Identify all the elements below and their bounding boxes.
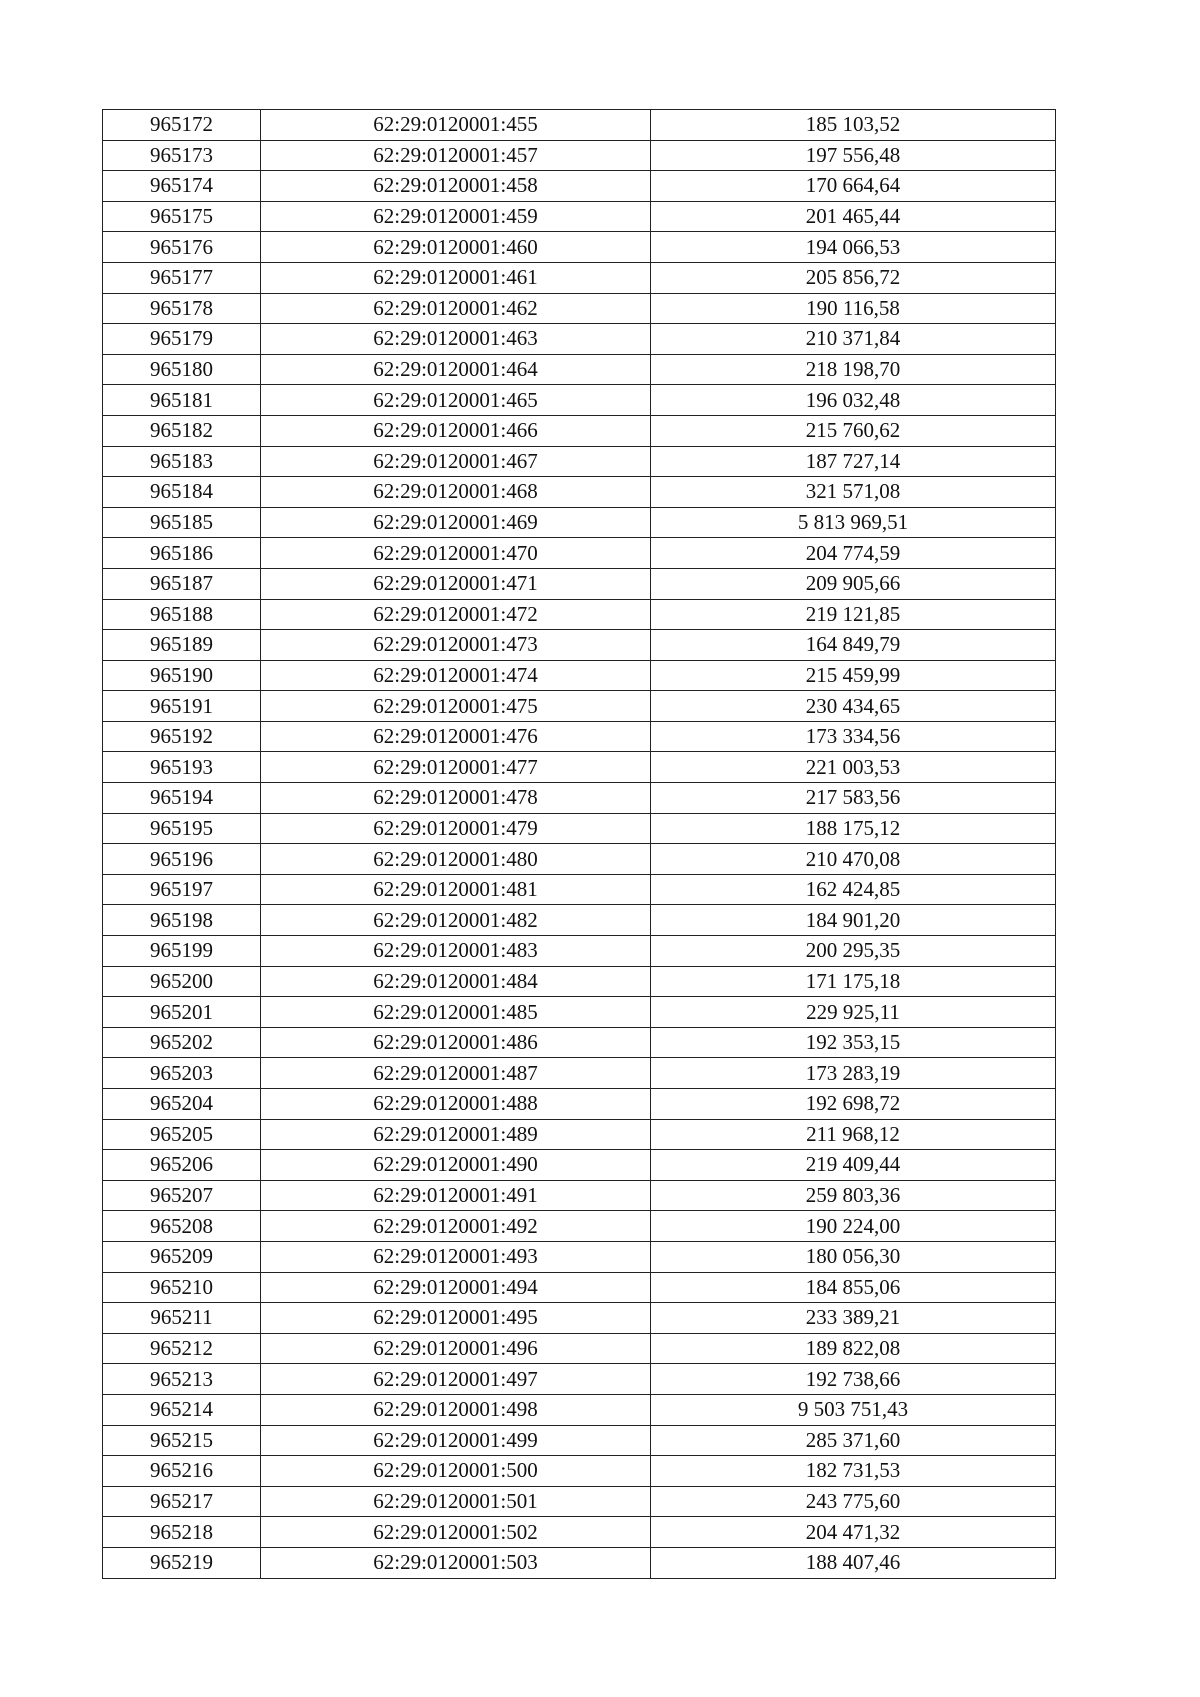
cadastral-number-cell: 62:29:0120001:502 xyxy=(261,1517,651,1548)
cadastral-number-cell: 62:29:0120001:495 xyxy=(261,1303,651,1334)
row-number-cell: 965214 xyxy=(103,1394,261,1425)
cadastral-number-cell: 62:29:0120001:489 xyxy=(261,1119,651,1150)
table-row xyxy=(103,324,1056,355)
value-cell: 162 424,85 xyxy=(651,874,1056,905)
table-row xyxy=(103,660,1056,691)
value-cell: 204 774,59 xyxy=(651,538,1056,569)
table-row xyxy=(103,538,1056,569)
row-number-cell: 965196 xyxy=(103,844,261,875)
table-row xyxy=(103,1333,1056,1364)
cadastral-number-cell: 62:29:0120001:465 xyxy=(261,385,651,416)
table-row xyxy=(103,507,1056,538)
cadastral-number-cell: 62:29:0120001:492 xyxy=(261,1211,651,1242)
cadastral-number-cell: 62:29:0120001:493 xyxy=(261,1241,651,1272)
value-cell: 164 849,79 xyxy=(651,630,1056,661)
table-row xyxy=(103,1150,1056,1181)
cadastral-number-cell: 62:29:0120001:491 xyxy=(261,1180,651,1211)
cadastral-number-cell: 62:29:0120001:486 xyxy=(261,1027,651,1058)
table-row xyxy=(103,385,1056,416)
row-number-cell: 965178 xyxy=(103,293,261,324)
row-number-cell: 965174 xyxy=(103,171,261,202)
table-row xyxy=(103,844,1056,875)
row-number-cell: 965211 xyxy=(103,1303,261,1334)
table-row xyxy=(103,171,1056,202)
row-number-cell: 965206 xyxy=(103,1150,261,1181)
value-cell: 221 003,53 xyxy=(651,752,1056,783)
row-number-cell: 965180 xyxy=(103,354,261,385)
table-row xyxy=(103,415,1056,446)
row-number-cell: 965218 xyxy=(103,1517,261,1548)
cadastral-number-cell: 62:29:0120001:480 xyxy=(261,844,651,875)
value-cell: 180 056,30 xyxy=(651,1241,1056,1272)
value-cell: 233 389,21 xyxy=(651,1303,1056,1334)
value-cell: 205 856,72 xyxy=(651,262,1056,293)
value-cell: 243 775,60 xyxy=(651,1486,1056,1517)
cadastral-number-cell: 62:29:0120001:457 xyxy=(261,140,651,171)
table-row xyxy=(103,997,1056,1028)
cadastral-number-cell: 62:29:0120001:497 xyxy=(261,1364,651,1395)
table-row xyxy=(103,477,1056,508)
row-number-cell: 965189 xyxy=(103,630,261,661)
table-row xyxy=(103,691,1056,722)
cadastral-number-cell: 62:29:0120001:462 xyxy=(261,293,651,324)
cadastral-number-cell: 62:29:0120001:503 xyxy=(261,1547,651,1578)
cadastral-number-cell: 62:29:0120001:459 xyxy=(261,201,651,232)
table-row xyxy=(103,1486,1056,1517)
cadastral-number-cell: 62:29:0120001:481 xyxy=(261,874,651,905)
cadastral-number-cell: 62:29:0120001:500 xyxy=(261,1456,651,1487)
table-row xyxy=(103,874,1056,905)
row-number-cell: 965198 xyxy=(103,905,261,936)
cadastral-number-cell: 62:29:0120001:487 xyxy=(261,1058,651,1089)
cadastral-number-cell: 62:29:0120001:474 xyxy=(261,660,651,691)
cadastral-number-cell: 62:29:0120001:463 xyxy=(261,324,651,355)
row-number-cell: 965192 xyxy=(103,721,261,752)
cadastral-value-table xyxy=(102,109,1056,1579)
value-cell: 230 434,65 xyxy=(651,691,1056,722)
value-cell: 219 409,44 xyxy=(651,1150,1056,1181)
value-cell: 188 407,46 xyxy=(651,1547,1056,1578)
value-cell: 196 032,48 xyxy=(651,385,1056,416)
row-number-cell: 965183 xyxy=(103,446,261,477)
value-cell: 190 116,58 xyxy=(651,293,1056,324)
row-number-cell: 965175 xyxy=(103,201,261,232)
table-row xyxy=(103,905,1056,936)
row-number-cell: 965195 xyxy=(103,813,261,844)
table-row xyxy=(103,232,1056,263)
value-cell: 185 103,52 xyxy=(651,110,1056,141)
table-row xyxy=(103,140,1056,171)
row-number-cell: 965201 xyxy=(103,997,261,1028)
value-cell: 229 925,11 xyxy=(651,997,1056,1028)
cadastral-number-cell: 62:29:0120001:496 xyxy=(261,1333,651,1364)
table-row xyxy=(103,1180,1056,1211)
value-cell: 192 353,15 xyxy=(651,1027,1056,1058)
row-number-cell: 965187 xyxy=(103,568,261,599)
cadastral-number-cell: 62:29:0120001:472 xyxy=(261,599,651,630)
cadastral-number-cell: 62:29:0120001:466 xyxy=(261,415,651,446)
cadastral-number-cell: 62:29:0120001:468 xyxy=(261,477,651,508)
cadastral-number-cell: 62:29:0120001:476 xyxy=(261,721,651,752)
value-cell: 182 731,53 xyxy=(651,1456,1056,1487)
row-number-cell: 965186 xyxy=(103,538,261,569)
cadastral-number-cell: 62:29:0120001:473 xyxy=(261,630,651,661)
value-cell: 173 283,19 xyxy=(651,1058,1056,1089)
row-number-cell: 965188 xyxy=(103,599,261,630)
row-number-cell: 965199 xyxy=(103,936,261,967)
row-number-cell: 965213 xyxy=(103,1364,261,1395)
row-number-cell: 965190 xyxy=(103,660,261,691)
table-row xyxy=(103,568,1056,599)
table-row xyxy=(103,1364,1056,1395)
row-number-cell: 965181 xyxy=(103,385,261,416)
table-row xyxy=(103,966,1056,997)
table-body xyxy=(103,110,1056,1579)
cadastral-number-cell: 62:29:0120001:484 xyxy=(261,966,651,997)
value-cell: 215 760,62 xyxy=(651,415,1056,446)
row-number-cell: 965177 xyxy=(103,262,261,293)
cadastral-number-cell: 62:29:0120001:479 xyxy=(261,813,651,844)
row-number-cell: 965184 xyxy=(103,477,261,508)
row-number-cell: 965172 xyxy=(103,110,261,141)
row-number-cell: 965215 xyxy=(103,1425,261,1456)
cadastral-number-cell: 62:29:0120001:469 xyxy=(261,507,651,538)
value-cell: 197 556,48 xyxy=(651,140,1056,171)
table-row xyxy=(103,1547,1056,1578)
value-cell: 9 503 751,43 xyxy=(651,1394,1056,1425)
table-row xyxy=(103,752,1056,783)
table-row xyxy=(103,721,1056,752)
table-row xyxy=(103,1394,1056,1425)
row-number-cell: 965176 xyxy=(103,232,261,263)
value-cell: 184 901,20 xyxy=(651,905,1056,936)
cadastral-number-cell: 62:29:0120001:470 xyxy=(261,538,651,569)
row-number-cell: 965185 xyxy=(103,507,261,538)
cadastral-number-cell: 62:29:0120001:461 xyxy=(261,262,651,293)
table-row xyxy=(103,813,1056,844)
row-number-cell: 965207 xyxy=(103,1180,261,1211)
row-number-cell: 965173 xyxy=(103,140,261,171)
value-cell: 189 822,08 xyxy=(651,1333,1056,1364)
cadastral-number-cell: 62:29:0120001:460 xyxy=(261,232,651,263)
cadastral-number-cell: 62:29:0120001:488 xyxy=(261,1089,651,1120)
table-row xyxy=(103,783,1056,814)
cadastral-number-cell: 62:29:0120001:467 xyxy=(261,446,651,477)
cadastral-number-cell: 62:29:0120001:478 xyxy=(261,783,651,814)
value-cell: 187 727,14 xyxy=(651,446,1056,477)
value-cell: 194 066,53 xyxy=(651,232,1056,263)
row-number-cell: 965212 xyxy=(103,1333,261,1364)
value-cell: 259 803,36 xyxy=(651,1180,1056,1211)
table-row xyxy=(103,1119,1056,1150)
table-row xyxy=(103,201,1056,232)
row-number-cell: 965216 xyxy=(103,1456,261,1487)
table-row xyxy=(103,1241,1056,1272)
row-number-cell: 965217 xyxy=(103,1486,261,1517)
table-row xyxy=(103,293,1056,324)
value-cell: 184 855,06 xyxy=(651,1272,1056,1303)
value-cell: 210 470,08 xyxy=(651,844,1056,875)
cadastral-number-cell: 62:29:0120001:483 xyxy=(261,936,651,967)
table-row xyxy=(103,630,1056,661)
value-cell: 173 334,56 xyxy=(651,721,1056,752)
row-number-cell: 965200 xyxy=(103,966,261,997)
row-number-cell: 965182 xyxy=(103,415,261,446)
value-cell: 209 905,66 xyxy=(651,568,1056,599)
table-row xyxy=(103,1425,1056,1456)
value-cell: 200 295,35 xyxy=(651,936,1056,967)
value-cell: 219 121,85 xyxy=(651,599,1056,630)
value-cell: 285 371,60 xyxy=(651,1425,1056,1456)
row-number-cell: 965208 xyxy=(103,1211,261,1242)
table-row xyxy=(103,1517,1056,1548)
cadastral-number-cell: 62:29:0120001:475 xyxy=(261,691,651,722)
table-row xyxy=(103,1303,1056,1334)
value-cell: 211 968,12 xyxy=(651,1119,1056,1150)
table-row xyxy=(103,1272,1056,1303)
value-cell: 204 471,32 xyxy=(651,1517,1056,1548)
table-row xyxy=(103,1027,1056,1058)
table-row xyxy=(103,110,1056,141)
row-number-cell: 965197 xyxy=(103,874,261,905)
row-number-cell: 965194 xyxy=(103,783,261,814)
cadastral-number-cell: 62:29:0120001:471 xyxy=(261,568,651,599)
cadastral-number-cell: 62:29:0120001:501 xyxy=(261,1486,651,1517)
table-row xyxy=(103,599,1056,630)
row-number-cell: 965205 xyxy=(103,1119,261,1150)
value-cell: 190 224,00 xyxy=(651,1211,1056,1242)
row-number-cell: 965203 xyxy=(103,1058,261,1089)
value-cell: 321 571,08 xyxy=(651,477,1056,508)
row-number-cell: 965204 xyxy=(103,1089,261,1120)
table-row xyxy=(103,1456,1056,1487)
table-row xyxy=(103,262,1056,293)
cadastral-number-cell: 62:29:0120001:477 xyxy=(261,752,651,783)
table-row xyxy=(103,446,1056,477)
row-number-cell: 965209 xyxy=(103,1241,261,1272)
value-cell: 210 371,84 xyxy=(651,324,1056,355)
table-row xyxy=(103,1089,1056,1120)
cadastral-number-cell: 62:29:0120001:458 xyxy=(261,171,651,202)
table-row xyxy=(103,936,1056,967)
value-cell: 218 198,70 xyxy=(651,354,1056,385)
value-cell: 170 664,64 xyxy=(651,171,1056,202)
cadastral-number-cell: 62:29:0120001:464 xyxy=(261,354,651,385)
table-row xyxy=(103,354,1056,385)
row-number-cell: 965219 xyxy=(103,1547,261,1578)
row-number-cell: 965179 xyxy=(103,324,261,355)
cadastral-number-cell: 62:29:0120001:455 xyxy=(261,110,651,141)
cadastral-number-cell: 62:29:0120001:498 xyxy=(261,1394,651,1425)
row-number-cell: 965202 xyxy=(103,1027,261,1058)
cadastral-number-cell: 62:29:0120001:485 xyxy=(261,997,651,1028)
cadastral-number-cell: 62:29:0120001:494 xyxy=(261,1272,651,1303)
table-row xyxy=(103,1211,1056,1242)
row-number-cell: 965193 xyxy=(103,752,261,783)
cadastral-number-cell: 62:29:0120001:490 xyxy=(261,1150,651,1181)
value-cell: 217 583,56 xyxy=(651,783,1056,814)
cadastral-number-cell: 62:29:0120001:499 xyxy=(261,1425,651,1456)
value-cell: 192 698,72 xyxy=(651,1089,1056,1120)
row-number-cell: 965210 xyxy=(103,1272,261,1303)
value-cell: 188 175,12 xyxy=(651,813,1056,844)
value-cell: 171 175,18 xyxy=(651,966,1056,997)
cadastral-number-cell: 62:29:0120001:482 xyxy=(261,905,651,936)
table-row xyxy=(103,1058,1056,1089)
row-number-cell: 965191 xyxy=(103,691,261,722)
value-cell: 201 465,44 xyxy=(651,201,1056,232)
value-cell: 215 459,99 xyxy=(651,660,1056,691)
value-cell: 5 813 969,51 xyxy=(651,507,1056,538)
value-cell: 192 738,66 xyxy=(651,1364,1056,1395)
